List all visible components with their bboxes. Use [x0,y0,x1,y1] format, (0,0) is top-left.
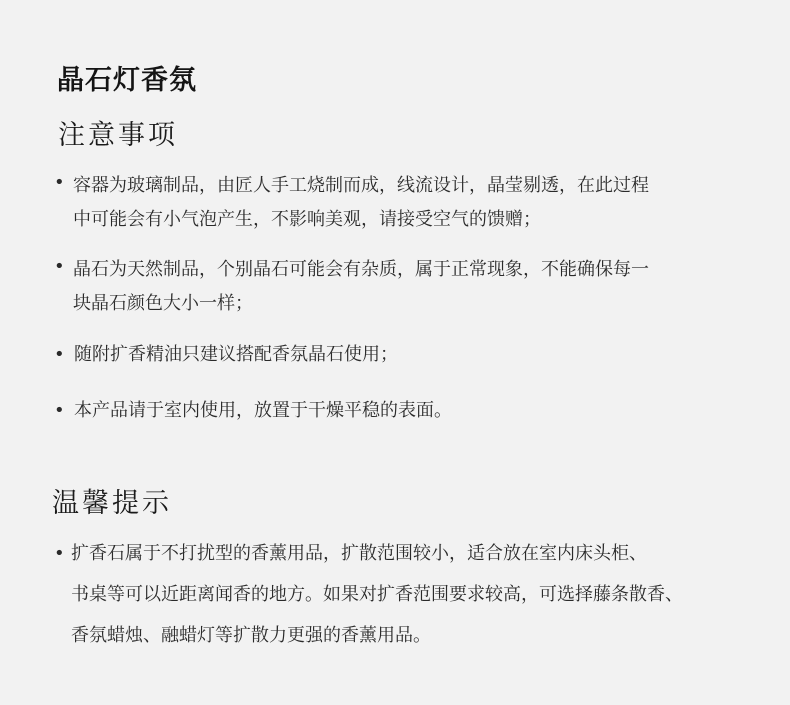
tips-item-line: 香氛蜡烛、融蜡灯等扩散力更强的香薰用品。 [71,625,431,646]
notes-item-line: 块晶石颜色大小一样； [73,293,253,314]
notes-item-text [74,341,398,369]
notes-item-line: 随附扩香精油只建议搭配香氛晶石使用； [74,344,398,365]
notes-item-text [73,169,649,237]
notes-item-line: 中可能会有小气泡产生，不影响美观，请接受空气的馈赠； [73,209,541,230]
tips-item-line: 书桌等可以近距离闻香的地方。如果对扩香范围要求较高，可选择藤条散香、 [71,584,683,605]
notes-heading: 注意事项 [58,120,178,151]
bullet-icon: • [54,400,65,421]
bullet-icon: • [54,172,65,193]
product-title: 晶石灯香氛 [57,65,197,96]
notes-item-text [73,253,649,321]
tips-heading: 温馨提示 [52,488,172,519]
tips-item-text [71,533,683,656]
bullet-icon: • [54,543,65,564]
notes-item-text [74,397,452,425]
notes-item-line: 容器为玻璃制品，由匠人手工烧制而成，线流设计，晶莹剔透，在此过程 [73,175,649,196]
tips-item-line: 扩香石属于不打扰型的香薰用品，扩散范围较小，适合放在室内床头柜、 [71,543,647,564]
notes-item-line: 晶石为天然制品，个别晶石可能会有杂质，属于正常现象，不能确保每一 [73,259,649,280]
bullet-icon: • [54,344,65,365]
notes-item-line: 本产品请于室内使用，放置于干燥平稳的表面。 [74,400,452,421]
bullet-icon: • [54,256,65,277]
